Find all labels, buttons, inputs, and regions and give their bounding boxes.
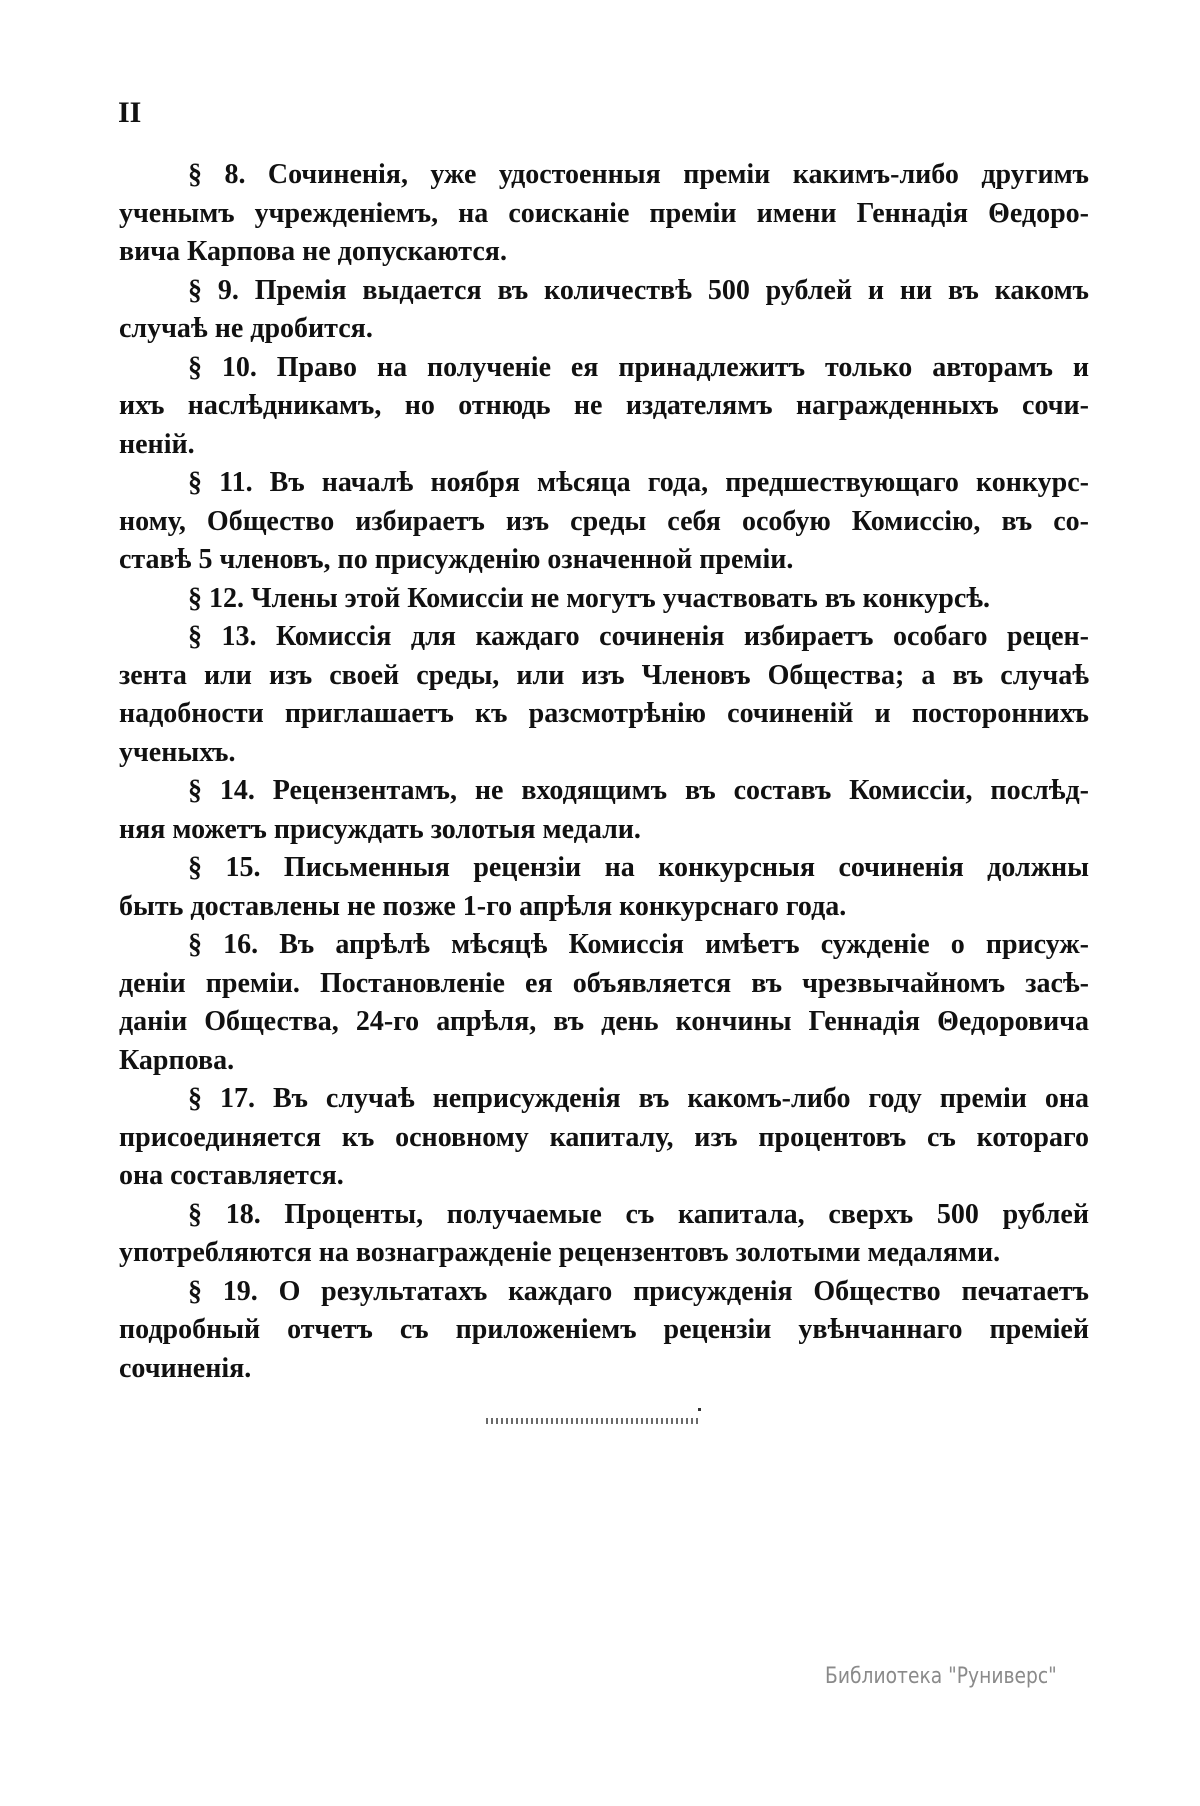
- text-line: § 12. Члены этой Комиссіи не могутъ участвовать въ конкурсѣ.: [188, 582, 991, 614]
- text-line: § 19. О результатахъ каждаго присужденія Общество печатаетъ: [188, 1275, 1089, 1307]
- text-line: ному, Общество избираетъ изъ среды себя особую Комиссію, въ со-: [119, 505, 1089, 537]
- text-line: вича Карпова не допускаются.: [119, 236, 507, 267]
- paragraph: [119, 272, 1089, 349]
- paragraph: [119, 1080, 1089, 1196]
- text-line: § 11. Въ началѣ ноября мѣсяца года, предшествующаго конкурс-: [188, 467, 1089, 498]
- text-line: § 16. Въ апрѣлѣ мѣсяцѣ Комиссія имѣетъ сужденіе о присуж-: [188, 929, 1089, 960]
- text-line: употребляются на вознагражденіе рецензентовъ золотыми медалями.: [119, 1237, 1001, 1268]
- page-number: II: [118, 96, 142, 129]
- text-line: быть доставлены не позже 1-го апрѣля конкурснаго года.: [119, 890, 847, 922]
- text-line: ставѣ 5 членовъ, по присужденію означенной преміи.: [119, 544, 794, 575]
- text-line: зента или изъ своей среды, или изъ Членовъ Общества; а въ случаѣ: [119, 659, 1089, 691]
- end-ornament-dot: [698, 1408, 701, 1411]
- text-line: ученымъ учрежденіемъ, на соисканіе преміи имени Геннадія Θедоро-: [119, 197, 1089, 229]
- text-line: сочиненія.: [119, 1352, 252, 1384]
- text-line: даніи Общества, 24-го апрѣля, въ день кончины Геннадія Θедоровича: [119, 1006, 1089, 1037]
- text-line: няя можетъ присуждать золотыя медали.: [119, 813, 641, 845]
- text-line: ихъ наслѣдникамъ, но отнюдь не издателямъ награжденныхъ сочи-: [119, 390, 1089, 421]
- text-line: неній.: [119, 428, 195, 460]
- text-line: § 13. Комиссія для каждаго сочиненія избираетъ особаго рецен-: [188, 621, 1089, 652]
- text-line: § 17. Въ случаѣ неприсужденія въ какомъ-либо году преміи она: [188, 1083, 1089, 1114]
- text-line: § 18. Проценты, получаемые съ капитала, сверхъ 500 рублей: [188, 1198, 1089, 1230]
- text-line: подробный отчетъ съ приложеніемъ рецензіи увѣнчаннаго преміей: [119, 1314, 1089, 1345]
- library-watermark: Библиотека "Руниверс": [825, 1664, 1057, 1689]
- text-line: присоединяется къ основному капиталу, изъ процентовъ съ котораго: [119, 1121, 1089, 1153]
- paragraph: [119, 156, 1089, 272]
- paragraph: [119, 349, 1089, 465]
- text-line: случаѣ не дробится.: [119, 313, 373, 344]
- text-line: § 15. Письменныя рецензіи на конкурсныя сочиненія должны: [188, 852, 1089, 883]
- text-line: § 9. Премія выдается въ количествѣ 500 рублей и ни въ какомъ: [188, 274, 1089, 306]
- paragraph: [119, 464, 1089, 580]
- text-line: § 14. Рецензентамъ, не входящимъ въ составъ Комиссіи, послѣд-: [188, 775, 1089, 806]
- paragraph: [119, 1273, 1089, 1389]
- text-line: ученыхъ.: [119, 736, 236, 768]
- paragraph: [119, 1196, 1089, 1273]
- text-line: § 10. Право на полученіе ея принадлежитъ только авторамъ и: [188, 351, 1089, 383]
- paragraph: [119, 926, 1089, 1080]
- end-ornament-rule: [486, 1418, 698, 1424]
- paragraph: [119, 849, 1089, 926]
- paragraph: [119, 772, 1089, 849]
- text-line: § 8. Сочиненія, уже удостоенныя преміи какимъ-либо другимъ: [188, 159, 1089, 190]
- text-line: она составляется.: [119, 1160, 344, 1191]
- text-line: надобности приглашаетъ къ разсмотрѣнію сочиненій и постороннихъ: [119, 698, 1089, 729]
- paragraph: [119, 618, 1089, 772]
- paragraph: [119, 580, 1089, 619]
- text-line: деніи преміи. Постановленіе ея объявляется въ чрезвычайномъ засѣ-: [119, 967, 1089, 999]
- document-body: [119, 156, 1089, 1388]
- text-line: Карпова.: [119, 1044, 235, 1076]
